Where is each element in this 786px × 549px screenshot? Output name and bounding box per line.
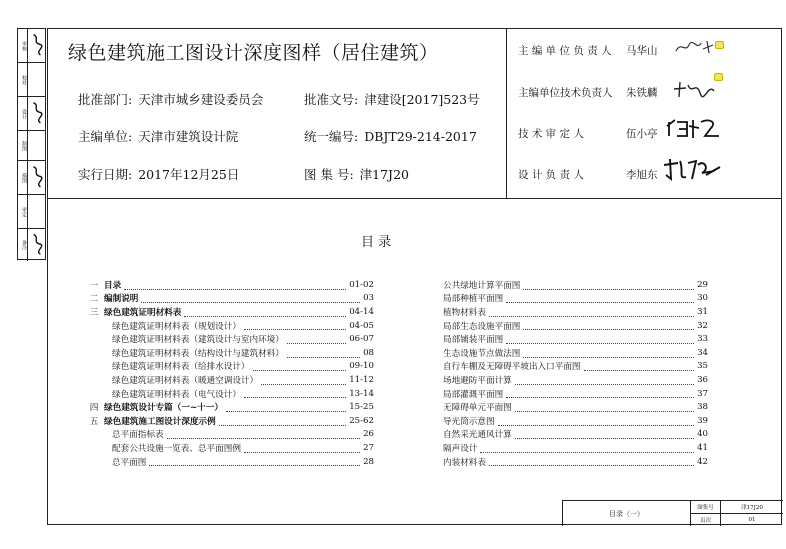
toc-entry[interactable] — [112, 346, 374, 360]
toc-entry-page: 25-62 — [349, 415, 374, 426]
toc-title: 目 录 — [361, 235, 392, 250]
toc-entry-label: 场地避防平面计算 — [443, 375, 512, 386]
toc-leader-dots — [506, 302, 694, 303]
strip-cell — [18, 63, 45, 97]
toc-leader-dots — [489, 316, 694, 317]
strip-label: 校对 — [19, 63, 28, 96]
toc-entry-page: 34 — [697, 347, 708, 358]
responsible-row — [518, 85, 666, 100]
toc-entry[interactable] — [84, 278, 374, 292]
strip-cell — [18, 29, 45, 63]
toc-entry-label: 局部铺装平面图 — [443, 335, 504, 346]
toc-entry[interactable] — [112, 387, 374, 401]
signature-zhu — [672, 79, 722, 99]
responsible-name: 马华山 — [626, 45, 658, 57]
toc-entry[interactable] — [443, 414, 708, 428]
toc-entry[interactable] — [443, 332, 708, 346]
toc-entry[interactable] — [443, 400, 708, 414]
header-divider — [506, 29, 507, 199]
strip-label: 备注 — [19, 229, 28, 261]
toc-leader-dots — [480, 452, 694, 453]
responsible-role: 主 编 单 位 负 责 人 — [518, 45, 612, 57]
toc-entry-page: 40 — [697, 429, 708, 440]
toc-leader-dots — [515, 411, 694, 412]
toc-entry[interactable] — [112, 428, 374, 442]
strip-label: 审核 — [19, 29, 28, 62]
toc-entry-page: 42 — [697, 456, 708, 467]
toc-entry-page: 09-10 — [349, 361, 374, 372]
effective-date-value: 2017年12月25日 — [138, 167, 240, 182]
toc-entry-label: 隔声设计 — [443, 443, 478, 454]
approval-dept-value: 天津市城乡建设委员会 — [138, 92, 264, 107]
toc-entry-label: 绿色建筑证明材料表（结构设计与建筑材料） — [112, 348, 284, 359]
toc-entry[interactable] — [84, 414, 374, 428]
toc-entry-label: 绿色建筑设计专篇（一~十一） — [104, 403, 223, 414]
toc-entry-number: 五 — [89, 416, 99, 427]
strip-label: 制图 — [19, 131, 28, 160]
atlas-title: 绿色建筑施工图设计深度图样（居住建筑） — [68, 42, 439, 64]
toc-leader-dots — [149, 465, 360, 466]
toc-entry-label: 编制说明 — [104, 294, 139, 305]
comment-note-icon[interactable] — [715, 41, 724, 49]
toc-entry[interactable] — [84, 305, 374, 319]
responsible-row — [518, 126, 666, 141]
toc-entry-page: 36 — [697, 374, 708, 385]
toc-entry-page: 32 — [697, 320, 708, 331]
toc-entry[interactable] — [443, 428, 708, 442]
strip-signature — [30, 232, 44, 258]
toc-entry[interactable] — [443, 346, 708, 360]
toc-entry-label: 绿色建筑证明材料表（暖通空调设计） — [112, 375, 259, 386]
toc-entry[interactable] — [112, 360, 374, 374]
toc-entry-label: 绿色建筑证明材料表（规划设计） — [112, 321, 241, 332]
responsible-role: 技 术 审 定 人 — [518, 128, 584, 140]
editor-unit-value: 天津市建筑设计院 — [138, 129, 239, 144]
strip-signature — [30, 164, 44, 190]
atlas-no-value: 津17J20 — [359, 167, 409, 182]
toc-leader-dots — [489, 465, 694, 466]
responsible-name: 李旭东 — [626, 169, 658, 181]
toc-entry[interactable] — [112, 373, 374, 387]
toc-entry-number: 二 — [89, 294, 99, 305]
toc-entry-page: 04-05 — [349, 320, 374, 331]
toc-entry-label: 绿色建筑证明材料表（电气设计） — [112, 389, 241, 400]
toc-entry-number: 三 — [89, 307, 99, 318]
approval-no-value: 津建设[2017]523号 — [364, 92, 480, 107]
toc-entry-label: 总平面图 — [112, 457, 147, 468]
toc-leader-dots — [506, 343, 694, 344]
unified-no-label: 统一编号: — [304, 129, 359, 144]
responsible-name: 伍小亭 — [626, 128, 658, 140]
toc-entry[interactable] — [443, 319, 708, 333]
toc-leader-dots — [523, 357, 694, 358]
toc-entry[interactable] — [443, 292, 708, 306]
toc-entry-label: 绿色建筑证明材料表 — [104, 307, 182, 318]
effective-date-row — [78, 165, 239, 183]
toc-leader-dots — [523, 329, 694, 330]
toc-entry-label: 导光筒示意图 — [443, 416, 495, 427]
toc-leader-dots — [506, 397, 694, 398]
toc-entry-page: 15-25 — [349, 402, 374, 413]
toc-entry-label: 绿色建筑施工图设计深度示例 — [104, 416, 216, 427]
strip-label: 设计 — [19, 97, 28, 130]
toc-leader-dots — [244, 452, 360, 453]
toc-entry-page: 29 — [697, 279, 708, 290]
toc-entry-page: 04-14 — [349, 306, 374, 317]
toc-entry-page: 28 — [363, 456, 374, 467]
toc-entry-page: 27 — [363, 442, 374, 453]
toc-entry-label: 总平面指标表 — [112, 430, 164, 441]
atlas-no-row — [304, 165, 409, 183]
page-value-cell: 01 — [748, 516, 756, 523]
toc-entry[interactable] — [443, 278, 708, 292]
toc-entry-page: 37 — [697, 388, 708, 399]
toc-entry-page: 13-14 — [349, 388, 374, 399]
atlas-no-label: 图 集 号: — [304, 167, 354, 182]
toc-entry-page: 33 — [697, 334, 708, 345]
toc-leader-dots — [244, 329, 346, 330]
unified-no-row — [304, 127, 477, 145]
toc-entry[interactable] — [443, 387, 708, 401]
comment-note-icon[interactable] — [714, 73, 723, 81]
toc-entry[interactable] — [443, 360, 708, 374]
toc-leader-dots — [584, 370, 695, 371]
responsible-role: 设 计 负 责 人 — [518, 169, 584, 181]
toc-leader-dots — [287, 343, 346, 344]
toc-leader-dots — [498, 425, 694, 426]
strip-cell — [18, 229, 45, 261]
toc-entry-page: 38 — [697, 402, 708, 413]
toc-entry-page: 06-07 — [349, 334, 374, 345]
toc-entry-label: 绿色建筑证明材料表（给排水设计） — [112, 362, 250, 373]
toc-leader-dots — [167, 438, 360, 439]
toc-entry-label: 生态设施节点做法图 — [443, 348, 521, 359]
atlas-no-value-cell: 津17J20 — [721, 501, 783, 514]
toc-entry[interactable] — [443, 441, 708, 455]
toc-entry-label: 局部灌溉平面图 — [443, 389, 504, 400]
sheet-name: 目录（一） — [563, 501, 691, 526]
toc-entry-page: 39 — [697, 415, 708, 426]
responsible-row — [518, 167, 666, 182]
toc-entry-label: 内装材料表 — [443, 457, 486, 468]
toc-leader-dots — [515, 384, 694, 385]
strip-signature — [30, 32, 44, 58]
editor-unit-label: 主编单位: — [78, 129, 133, 144]
editor-unit-row — [78, 127, 238, 145]
toc-entry-label: 无障碍单元平面图 — [443, 403, 512, 414]
toc-entry[interactable] — [112, 319, 374, 333]
binding-strip — [17, 28, 46, 260]
toc-entry-label: 自行车棚及无障碍平坡出入口平面图 — [443, 362, 581, 373]
toc-entry-label: 绿色建筑证明材料表（建筑设计与室内环境） — [112, 335, 284, 346]
responsible-name: 朱铁麟 — [626, 87, 658, 99]
approval-no-label: 批准文号: — [304, 92, 359, 107]
toc-entry-page: 30 — [697, 293, 708, 304]
strip-cell — [18, 195, 45, 229]
page-label-cell: 页次 — [691, 514, 721, 527]
toc-entry-label: 自然采光通风计算 — [443, 430, 512, 441]
title-block — [562, 500, 783, 526]
toc-entry[interactable] — [112, 455, 374, 469]
toc-entry-number: 四 — [89, 403, 99, 414]
toc-leader-dots — [261, 384, 346, 385]
signature-wu — [665, 116, 723, 140]
toc-leader-dots — [287, 357, 360, 358]
responsible-role: 主编单位技术负责人 — [518, 87, 613, 99]
approval-dept-label: 批准部门: — [78, 92, 133, 107]
toc-leader-dots — [184, 316, 346, 317]
strip-cell — [18, 131, 45, 161]
toc-entry-label: 公共绿地计算平面图 — [443, 280, 521, 291]
toc-leader-dots — [226, 411, 346, 412]
toc-entry-label: 局部种植平面图 — [443, 294, 504, 305]
toc-leader-dots — [219, 425, 346, 426]
toc-entry-page: 41 — [697, 442, 708, 453]
toc-leader-dots — [523, 289, 694, 290]
toc-leader-dots — [141, 302, 360, 303]
toc-entry-label: 植物材料表 — [443, 307, 486, 318]
toc-entry-page: 26 — [363, 429, 374, 440]
toc-entry-label: 目录 — [104, 280, 122, 291]
approval-no-row — [304, 90, 480, 108]
toc-entry-page: 01-02 — [349, 279, 374, 290]
strip-cell — [18, 97, 45, 131]
strip-cell — [18, 161, 45, 195]
toc-entry-number: 一 — [89, 280, 99, 291]
toc-entry[interactable] — [443, 305, 708, 319]
strip-label: 描图 — [19, 161, 28, 194]
toc-entry[interactable] — [443, 455, 708, 469]
toc-entry-label: 局部生态设施平面图 — [443, 321, 521, 332]
signature-li — [662, 157, 724, 183]
responsible-row — [518, 43, 666, 58]
cover-header — [48, 29, 781, 199]
toc-entry-page: 08 — [363, 347, 374, 358]
main-frame — [47, 28, 782, 525]
toc-entry-page: 31 — [697, 306, 708, 317]
approval-dept-row — [78, 90, 263, 108]
toc-entry[interactable] — [443, 373, 708, 387]
strip-signature — [30, 100, 44, 126]
toc-leader-dots — [515, 438, 694, 439]
toc-leader-dots — [253, 370, 347, 371]
unified-no-value: DBJT29-214-2017 — [364, 129, 477, 144]
toc-entry[interactable] — [112, 332, 374, 346]
toc-entry[interactable] — [112, 441, 374, 455]
toc-entry-page: 35 — [697, 361, 708, 372]
toc-entry-page: 11-12 — [349, 374, 374, 385]
toc-entry-page: 03 — [363, 293, 374, 304]
strip-label: 审定 — [19, 195, 28, 228]
effective-date-label: 实行日期: — [78, 167, 133, 182]
toc-leader-dots — [124, 289, 346, 290]
atlas-no-label-cell: 图集号 — [691, 501, 721, 514]
toc-entry[interactable] — [84, 400, 374, 414]
toc-leader-dots — [244, 397, 346, 398]
toc-entry-label: 配套公共设施一览表、总平面图例 — [112, 443, 241, 454]
toc-entry[interactable] — [84, 292, 374, 306]
